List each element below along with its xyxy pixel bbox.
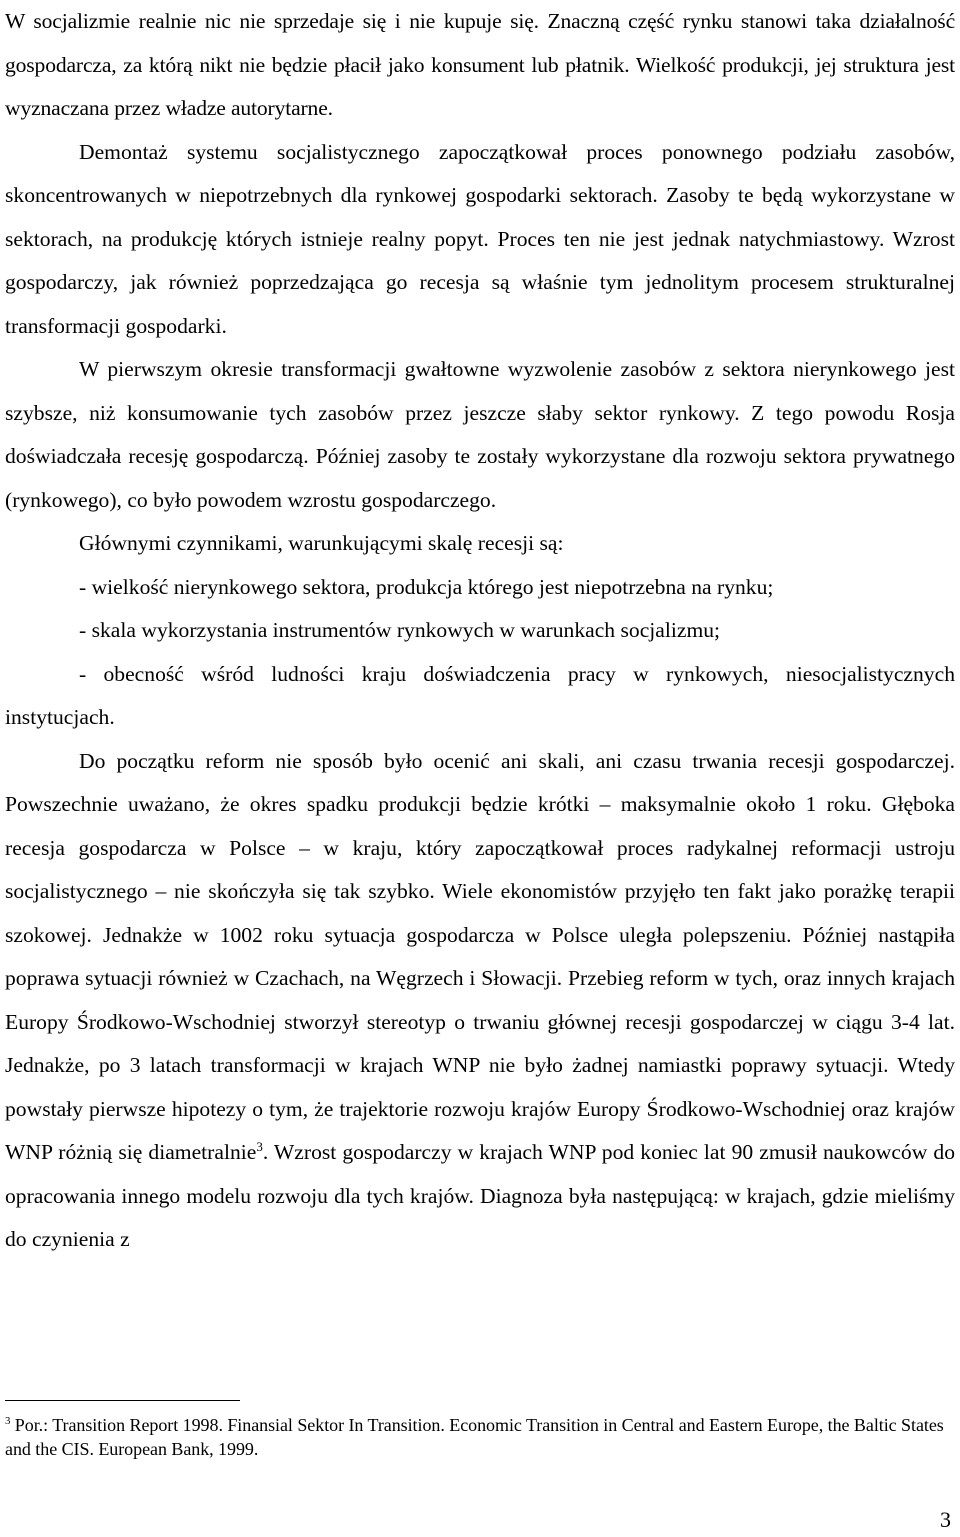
footnote-marker: 3: [5, 1415, 11, 1427]
body-text: [5, 0, 955, 1262]
paragraph-4: Głównymi czynnikami, warunkującymi skalę recesji są:: [79, 531, 564, 555]
paragraph-1: W socjalizmie realnie nic nie sprzedaje się i nie kupuje się. Znaczną część rynku stanowi taka działalność gospodarcza, za którą nikt nie będzie płacił jako konsument lub płatnik. Wielkość produkcji, jej struktura jest wyznaczana przez władze autorytarne.: [5, 9, 955, 120]
paragraph-3: W pierwszym okresie transformacji gwałtowne wyzwolenie zasobów z sektora nierynkowego jest szybsze, niż konsumowanie tych zasobów przez jeszcze słaby sektor rynkowy. Z tego powodu Rosja doświadczała recesję gospodarczą. Później zasoby te zostały wykorzystane dla rozwoju sektora prywatnego (rynkowego), co było powodem wzrostu gospodarczego.: [5, 357, 955, 512]
paragraph-5-part-a: Do początku reform nie sposób było ocenić ani skali, ani czasu trwania recesji gospodarczej. Powszechnie uważano, że okres spadku produkcji będzie krótki – maksymalnie około 1 roku. Głęboka recesja gospodarcza w Polsce – w kraju, który zapoczątkował proces radykalnej reformacji ustroju socjalistycznego – nie skończyła się tak szybko. Wiele ekonomistów przyjęło ten fakt jako porażkę terapii szokowej. Jednakże w 1002 roku sytuacja gospodarcza w Polsce uległa polepszeniu. Później nastąpiła poprawa sytuacji również w Czachach, na Węgrzech i Słowacji. Przebieg reform w tych, oraz innych krajach Europy Środkowo-Wschodniej stworzył stereotyp o trwaniu głównej recesji gospodarczej w ciągu 3-4 lat. Jednakże, po 3 latach transformacji w krajach WNP nie było żadnej namiastki poprawy sytuacji. Wtedy powstały pierwsze hipotezy o tym, że trajektorie rozwoju krajów Europy Środkowo-Wschodniej oraz krajów WNP różnią się diametralnie: [5, 748, 955, 1164]
list-item: - skala wykorzystania instrumentów rynkowych w warunkach socjalizmu;: [79, 618, 721, 642]
footnote: [5, 1413, 950, 1461]
page-number: 3: [940, 1507, 951, 1532]
footnote-reference: 3: [256, 1138, 263, 1154]
paragraph-5-part-b: . Wzrost gospodarczy w krajach WNP pod koniec lat 90 zmusił naukowców do opracowania innego modelu rozwoju dla tych krajów. Diagnoza była następującą: w krajach, gdzie mieliśmy do czynienia z: [5, 1140, 955, 1251]
paragraph-2: Demontaż systemu socjalistycznego zapoczątkował proces ponownego podziału zasobów, skoncentrowanych w niepotrzebnych dla rynkowej gospodarki sektorach. Zasoby te będą wykorzystane w sektorach, na produkcję których istnieje realny popyt. Proces ten nie jest jednak natychmiastowy. Wzrost gospodarczy, jak również poprzedzająca go recesja są właśnie tym jednolitym procesem strukturalnej transformacji gospodarki.: [5, 139, 955, 338]
footnote-text: Por.: Transition Report 1998. Finansial Sektor In Transition. Economic Transition in Central and Eastern Europe, the Baltic States and the CIS. European Bank, 1999.: [5, 1415, 944, 1459]
list-item: - wielkość nierynkowego sektora, produkcja którego jest niepotrzebna na rynku;: [79, 574, 774, 599]
paragraph-5: [5, 740, 955, 1262]
list-item: - obecność wśród ludności kraju doświadczenia pracy w rynkowych, niesocjalistycznych instytucjach.: [5, 661, 955, 729]
footnote-separator: [5, 1400, 240, 1401]
document-page: [5, 0, 955, 1532]
